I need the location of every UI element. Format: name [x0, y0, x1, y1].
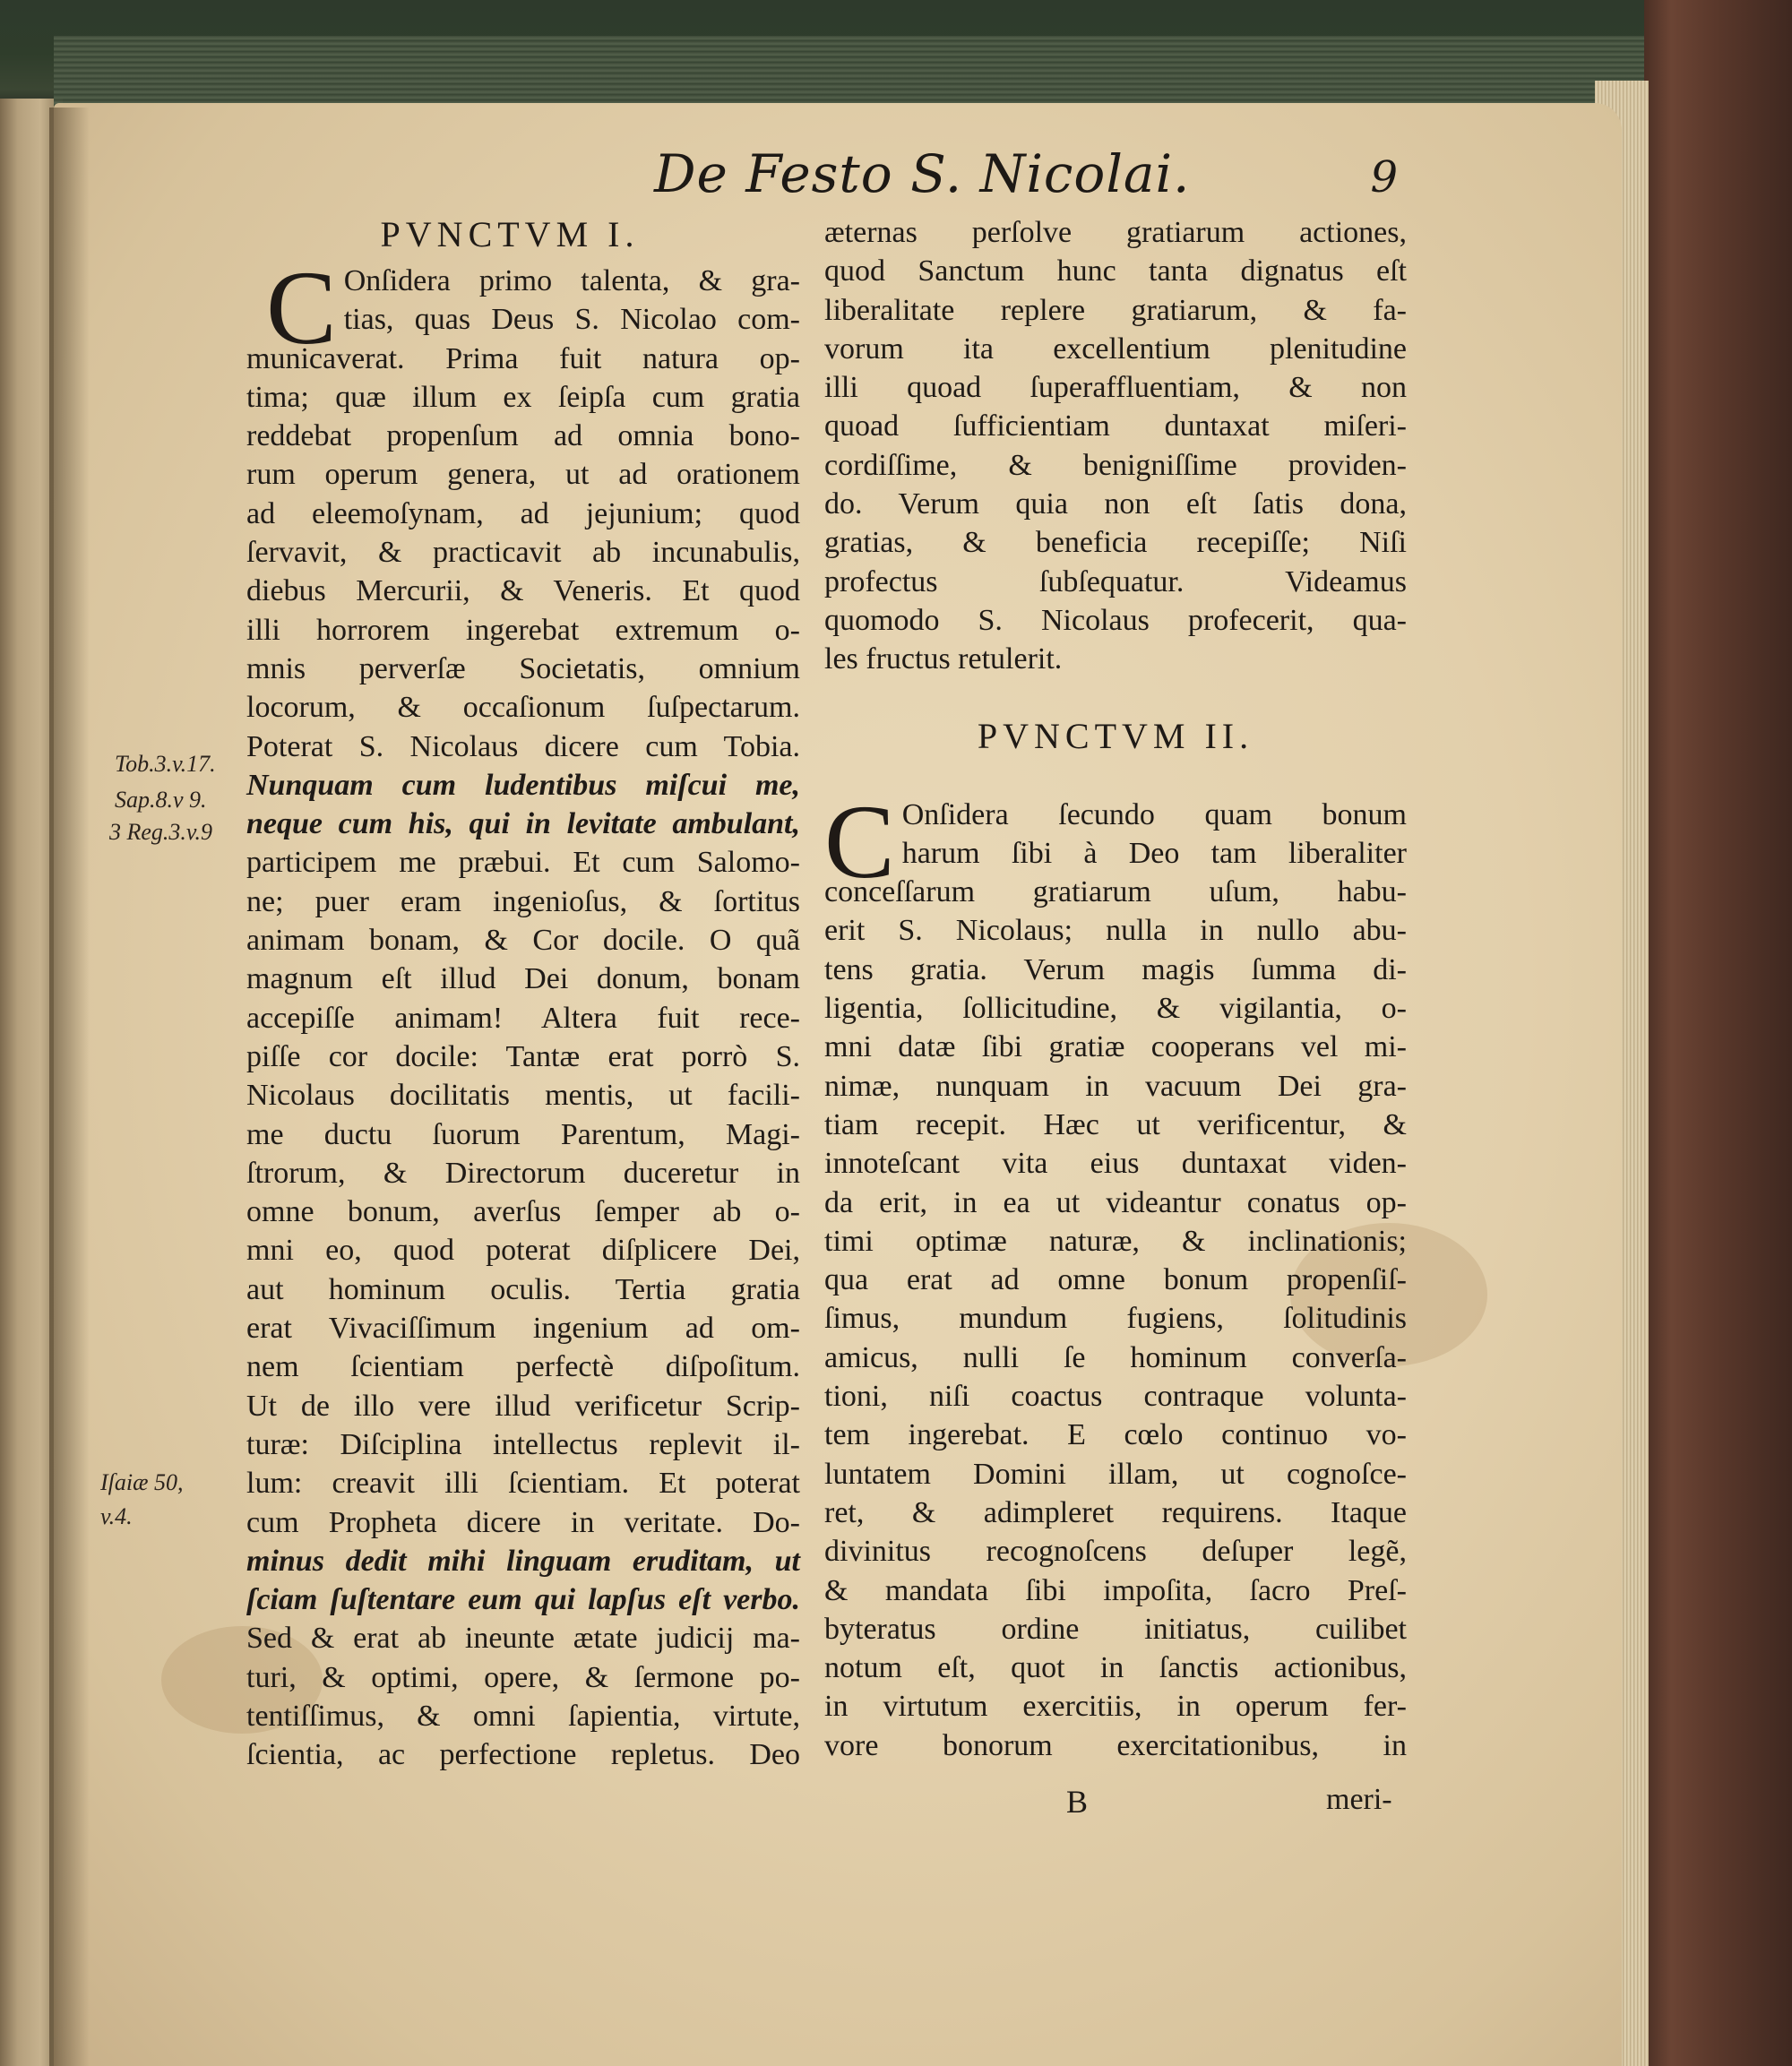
text-line: piſſe cor docile: Tantæ erat porrò S. [246, 1039, 800, 1073]
text-line: Nicolaus docilitatis mentis, ut facili- [246, 1079, 800, 1113]
text-line: vore bonorum exercitationibus, in [824, 1728, 1407, 1762]
text-line: ne; puer eram ingenioſus, & ſortitus [246, 884, 800, 918]
text-line: æternas perſolve gratiarum actiones, [824, 216, 1407, 249]
text-line: luntatem Domini illam, ut cognoſce- [824, 1457, 1407, 1491]
drop-cap: C [266, 249, 337, 366]
text-line: tioni, niſi coactus contraque volunta- [824, 1380, 1407, 1414]
section-heading: PVNCTVM I. [380, 214, 640, 254]
text-line: gratias, & beneficia recepiſſe; Niſi [824, 526, 1407, 560]
text-line: illi quoad ſuperaffluentiam, & non [824, 371, 1407, 405]
text-line: tens gratia. Verum magis ſumma di- [824, 952, 1407, 986]
text-line: turæ: Diſciplina intellectus replevit il- [246, 1427, 800, 1461]
paragraph [824, 213, 1407, 679]
left-column [246, 213, 800, 1775]
text-line: Sed & erat ab ineunte ætate judicij ma- [246, 1622, 800, 1656]
text-line: amicus, nulli ſe hominum converſa- [824, 1340, 1407, 1374]
paragraph [246, 249, 800, 1775]
text-line: cordiſſime, & benigniſſime providen- [824, 448, 1407, 482]
text-line: me ductu ſuorum Parentum, Magi- [246, 1117, 800, 1151]
signature-mark: B [1066, 1784, 1089, 1820]
paragraph [824, 782, 1407, 1765]
text-line: Onſidera primo talenta, & gra- [343, 264, 800, 297]
text-line: quomodo S. Nicolaus profecerit, qua- [824, 603, 1407, 637]
text-line: erit S. Nicolaus; nulla in nullo abu- [824, 914, 1407, 948]
text-line: ſtrorum, & Directorum duceretur in [246, 1156, 800, 1190]
text-line: vorum ita excellentium plenitudine [824, 331, 1407, 366]
margin-note: Tob.3.v.17. [115, 751, 216, 777]
book-cover-edge [1644, 0, 1792, 2066]
text-line: tima; quæ illum ex ſeipſa cum gratia [246, 380, 800, 414]
text-line: rum operum genera, ut ad orationem [246, 458, 800, 492]
drop-cap: C [824, 782, 895, 900]
section-heading: PVNCTVM II. [977, 715, 1254, 756]
text-line: profectus ſubſequatur. Videamus [824, 564, 1407, 598]
text-line: liberalitate replere gratiarum, & fa- [824, 293, 1407, 327]
text-line-italic: ſciam ſuſtentare eum qui lapſus eſt verbo. [246, 1583, 800, 1617]
margin-note: Sap.8.v 9. [115, 787, 207, 813]
text-line: & mandata ſibi impoſita, ſacro Preſ- [824, 1573, 1407, 1607]
text-line: illi horrorem ingerebat extremum o- [246, 613, 800, 647]
text-line: timi optimæ naturæ, & inclinationis; [824, 1224, 1407, 1258]
text-line: accepiſſe animam! Altera fuit rece- [246, 1001, 800, 1035]
text-line: do. Verum quia non eſt ſatis dona, [824, 487, 1407, 521]
catchword: meri- [1326, 1783, 1392, 1816]
text-line: les fructus retulerit. [824, 642, 1063, 676]
text-line: Poterat S. Nicolaus dicere cum Tobia. [246, 729, 800, 763]
right-column [824, 213, 1407, 1765]
text-line: tiam recepit. Hæc ut verificentur, & [824, 1107, 1407, 1141]
text-line: tem ingerebat. E cœlo continuo vo- [824, 1418, 1407, 1452]
text-line: ſervavit, & practicavit ab incunabulis, [246, 536, 800, 570]
text-line: erat Vivaciſſimum ingenium ad om- [246, 1312, 800, 1346]
margin-note: v.4. [100, 1503, 133, 1529]
text-line: mnis perverſæ Societatis, omnium [246, 651, 800, 685]
text-line: qua erat ad omne bonum propenſiſ- [824, 1263, 1407, 1297]
text-line: byteratus ordine initiatus, cuilibet [824, 1612, 1407, 1646]
text-line: diebus Mercurii, & Veneris. Et quod [246, 574, 800, 608]
text-line: da erit, in ea ut videantur conatus op- [824, 1185, 1407, 1219]
text-line: municaverat. Prima fuit natura op- [246, 341, 800, 375]
text-line: participem me præbui. Et cum Salomo- [246, 846, 800, 880]
running-title: De Festo S. Nicolai. [654, 143, 1191, 204]
text-line: ſimus, mundum fugiens, ſolitudinis [824, 1302, 1407, 1336]
text-line-italic: Nunquam cum ludentibus miſcui me, [246, 768, 800, 802]
gutter-shadow [49, 108, 90, 2066]
text-line: tias, quas Deus S. Nicolao com- [343, 303, 800, 337]
text-line: omne bonum, averſus ſemper ab o- [246, 1195, 800, 1229]
text-line: nimæ, nunquam in vacuum Dei gra- [824, 1069, 1407, 1103]
text-line: magnum eſt illud Dei donum, bonam [246, 962, 800, 996]
text-line: ad eleemoſynam, ad jejunium; quod [246, 496, 800, 530]
text-line: tentiſſimus, & omni ſapientia, virtute, [246, 1699, 800, 1733]
text-line-italic: neque cum his, qui in levitate ambulant, [246, 807, 800, 841]
text-line: conceſſarum gratiarum uſum, habu- [824, 875, 1407, 909]
margin-note: 3 Reg.3.v.9 [109, 819, 213, 845]
text-line: quoad ſufficientiam duntaxat miſeri- [824, 409, 1407, 443]
text-line: quod Sanctum hunc tanta dignatus eſt [824, 254, 1407, 288]
running-header [654, 134, 1398, 215]
text-line-italic: minus dedit mihi linguam eruditam, ut [246, 1544, 800, 1578]
text-line: turi, & optimi, opere, & ſermone po- [246, 1660, 800, 1694]
text-line: nem ſcientiam perfectè diſpoſitum. [246, 1350, 800, 1384]
text-line: reddebat propenſum ad omnia bono- [246, 419, 800, 453]
text-line: mni eo, quod poterat diſplicere Dei, [246, 1234, 800, 1268]
text-line: mni datæ ſibi gratiæ cooperans vel mi- [824, 1030, 1407, 1064]
text-line: ligentia, ſollicitudine, & vigilantia, o- [824, 992, 1407, 1026]
text-line: in virtutum exercitiis, in operum fer- [824, 1690, 1407, 1724]
text-line: cum Propheta dicere in veritate. Do- [246, 1505, 800, 1539]
text-line: ret, & adimpleret requirens. Itaque [824, 1495, 1407, 1529]
text-line: ſcientia, ac perfectione repletus. Deo [246, 1738, 800, 1772]
text-line: divinitus recognoſcens deſuper legẽ, [824, 1535, 1407, 1569]
text-line: Ut de illo vere illud verificetur Scrip- [246, 1389, 800, 1423]
text-line: innoteſcant vita eius duntaxat viden- [824, 1147, 1407, 1181]
text-line: Onſidera ſecundo quam bonum [901, 797, 1407, 831]
text-line: lum: creavit illi ſcientiam. Et poterat [246, 1467, 800, 1501]
text-line: notum eſt, quot in ſanctis actionibus, [824, 1651, 1407, 1685]
page-number: 9 [1370, 152, 1398, 202]
text-line: aut hominum oculis. Tertia gratia [246, 1272, 800, 1306]
text-line: animam bonam, & Cor docile. O quã [246, 924, 800, 958]
text-line: harum ſibi à Deo tam liberaliter [901, 836, 1407, 870]
margin-note: Iſaiæ 50, [100, 1469, 184, 1495]
text-line: locorum, & occaſionum ſuſpectarum. [246, 691, 800, 725]
